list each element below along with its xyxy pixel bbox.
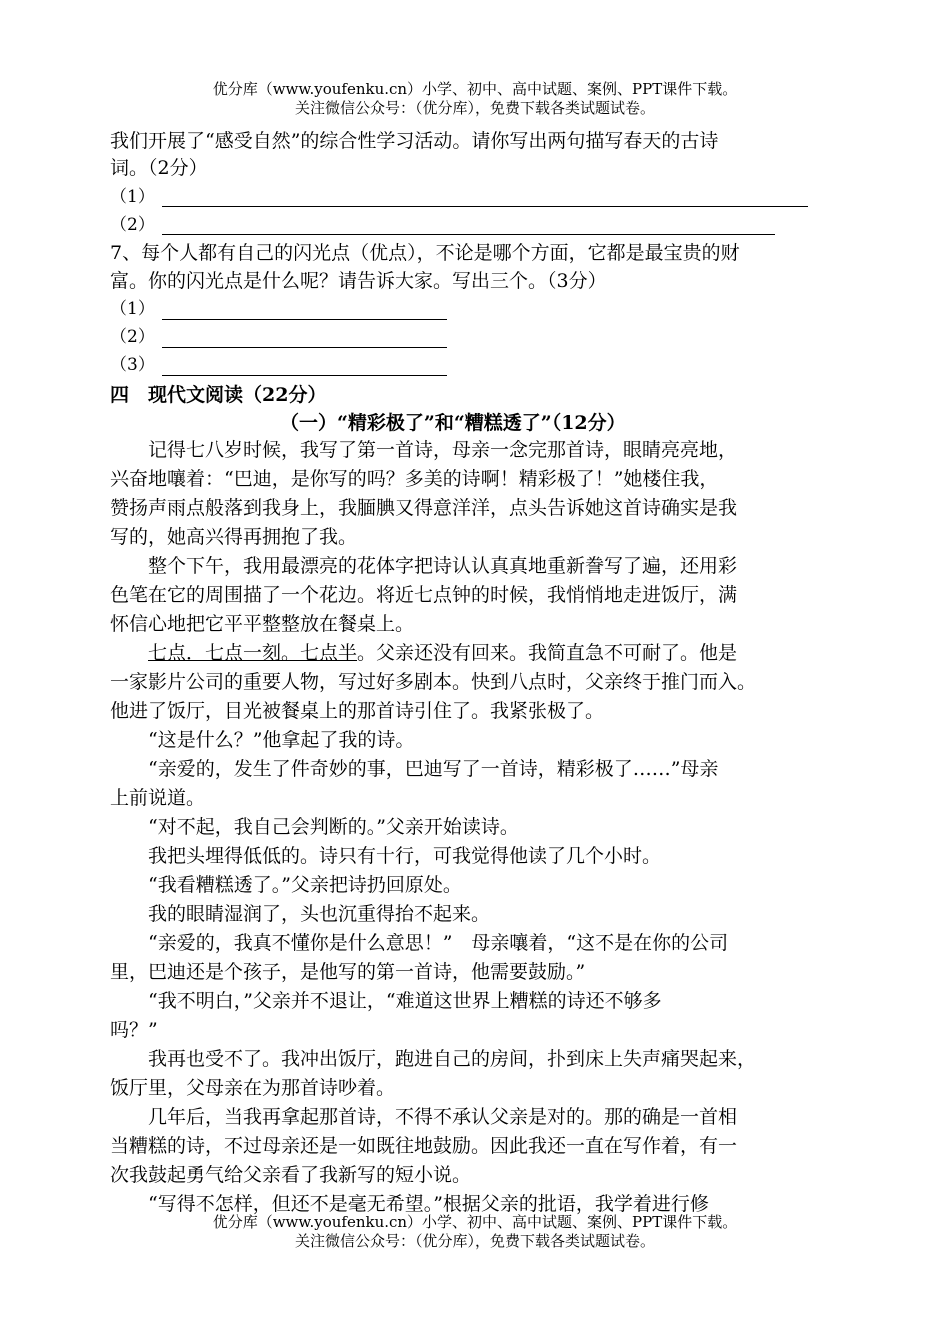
passage-line: 几年后，当我再拿起那首诗，不得不承认父亲是对的。那的确是一首相 <box>110 1106 738 1128</box>
passage-line: 怀信心地把它平平整整放在餐桌上。 <box>110 613 415 635</box>
passage-line: “我看糟糕透了。”父亲把诗扔回原处。 <box>110 874 462 896</box>
passage-line: 我的眼睛湿润了，头也沉重得抬不起来。 <box>110 903 491 925</box>
passage-line: “对不起，我自己会判断的。”父亲开始读诗。 <box>110 816 519 838</box>
q6-line-1: 我们开展了“感受自然”的综合性学习活动。请你写出两句描写春天的古诗 <box>110 130 719 152</box>
page-header <box>0 80 950 118</box>
passage-line: 我再也受不了。我冲出饭厅，跑进自己的房间，扑到床上失声痛哭起来， <box>110 1048 757 1070</box>
passage-title: （一）“精彩极了”和“糟糕透了”（12分） <box>280 412 626 434</box>
q7-answer-line-3[interactable] <box>162 375 447 376</box>
passage-line-with-underline <box>110 640 737 666</box>
passage-line: “亲爱的，发生了件奇妙的事，巴迪写了一首诗，精彩极了……”母亲 <box>110 758 719 780</box>
q7-blank-label-1: （1） <box>110 299 155 319</box>
q6-blank-label-1: （1） <box>110 187 155 207</box>
passage-line: 当糟糕的诗，不过母亲还是一如既往地鼓励。因此我还一直在写作着，有一 <box>110 1135 738 1157</box>
footer-line-1: 优分库（www.youfenku.cn）小学、初中、高中试题、案例、PPT课件下载。 <box>212 1213 738 1231</box>
passage-line: 赞扬声雨点般落到我身上，我腼腆又得意洋洋，点头告诉她这首诗确实是我 <box>110 497 738 519</box>
indent <box>110 642 148 664</box>
header-line-1: 优分库（www.youfenku.cn）小学、初中、高中试题、案例、PPT课件下载。 <box>212 80 738 98</box>
passage-line: “亲爱的，我真不懂你是什么意思！” 母亲嚷着，“这不是在你的公司 <box>110 932 729 954</box>
passage-line: 一家影片公司的重要人物，写过好多剧本。快到八点时，父亲终于推门而入。 <box>110 671 757 693</box>
passage-line: 整个下午，我用最漂亮的花体字把诗认认真真地重新誊写了遍，还用彩 <box>110 555 738 577</box>
passage-line: “我不明白，”父亲并不退让，“难道这世界上糟糕的诗还不够多 <box>110 990 662 1012</box>
underlined-phrase: 七点．七点一刻。七点半 <box>148 642 358 664</box>
passage-line: 我把头埋得低低的。诗只有十行，可我觉得他读了几个小时。 <box>110 845 662 867</box>
passage-line: 记得七八岁时候，我写了第一首诗，母亲一念完那首诗，眼睛亮亮地， <box>110 439 738 461</box>
line-rest: 。父亲还没有回来。我简直急不可耐了。他是 <box>357 642 738 664</box>
q7-answer-line-2[interactable] <box>162 347 447 348</box>
section-title: 四 现代文阅读（22分） <box>110 384 327 406</box>
q6-answer-line-2[interactable] <box>162 234 775 235</box>
q6-answer-line-1[interactable] <box>162 206 808 207</box>
passage-line: 兴奋地嚷着：“巴迪，是你写的吗？多美的诗啊！精彩极了！”她楼住我， <box>110 468 719 490</box>
page-footer <box>0 1213 950 1251</box>
footer-line-2: 关注微信公众号：（优分库），免费下载各类试题试卷。 <box>294 1232 655 1250</box>
q7-line-1: 7、每个人都有自己的闪光点（优点），不论是哪个方面，它都是最宝贵的财 <box>110 242 740 264</box>
q7-blank-label-3: （3） <box>110 355 155 375</box>
passage-line: 色笔在它的周围描了一个花边。将近七点钟的时候，我悄悄地走进饭厅，满 <box>110 584 738 606</box>
passage-line: 写的，她高兴得再拥抱了我。 <box>110 526 358 548</box>
header-line-2: 关注微信公众号：（优分库），免费下载各类试题试卷。 <box>294 99 655 117</box>
passage-line: 里，巴迪还是个孩子，是他写的第一首诗，他需要鼓励。” <box>110 961 586 983</box>
passage-line: “写得不怎样，但还不是毫无希望。”根据父亲的批语，我学着进行修 <box>110 1193 709 1215</box>
q7-blank-label-2: （2） <box>110 327 155 347</box>
q7-line-2: 富。你的闪光点是什么呢？请告诉大家。写出三个。（3分） <box>110 270 607 292</box>
passage-line: “这是什么？”他拿起了我的诗。 <box>110 729 415 751</box>
q6-line-2: 词。（2分） <box>110 157 208 179</box>
passage-line: 饭厅里，父母亲在为那首诗吵着。 <box>110 1077 396 1099</box>
passage-line: 他进了饭厅，目光被餐桌上的那首诗引住了。我紧张极了。 <box>110 700 605 722</box>
passage-line: 吗？” <box>110 1019 158 1041</box>
q7-answer-line-1[interactable] <box>162 319 447 320</box>
q6-blank-label-2: （2） <box>110 215 155 235</box>
passage-line: 上前说道。 <box>110 787 206 809</box>
passage-line: 次我鼓起勇气给父亲看了我新写的短小说。 <box>110 1164 472 1186</box>
